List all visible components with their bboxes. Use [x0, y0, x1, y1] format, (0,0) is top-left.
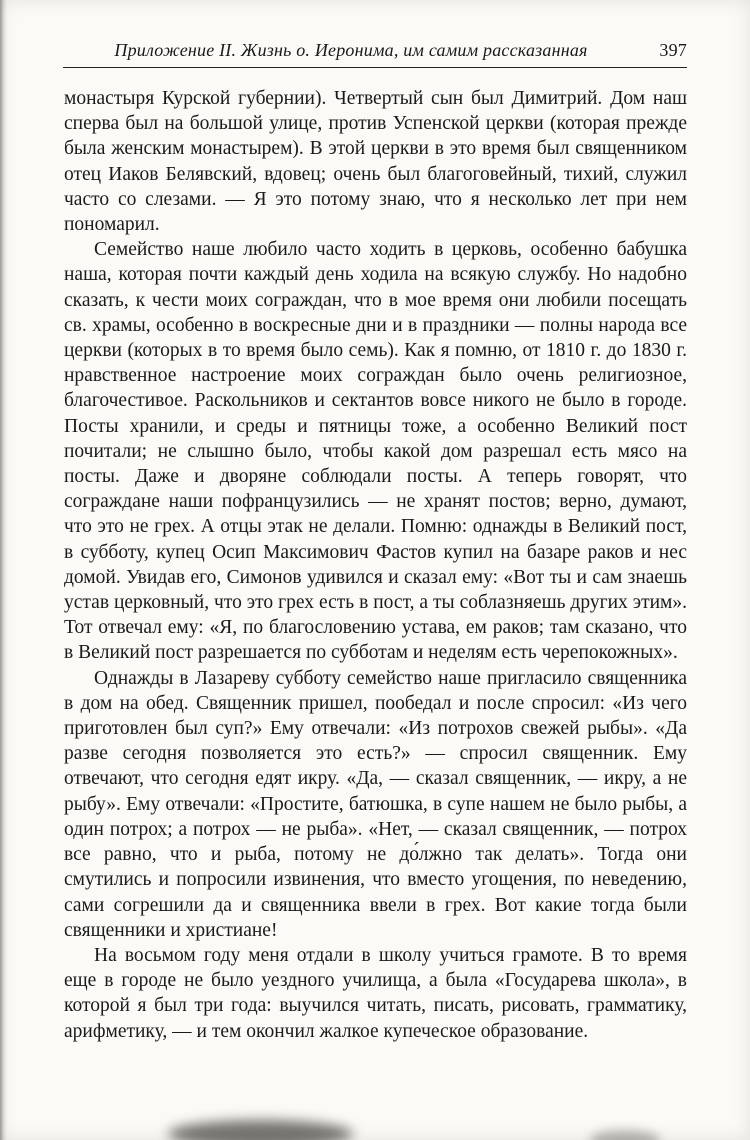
scan-smudge-artifact — [168, 1120, 353, 1140]
paragraph-continuation: монастыря Курской губернии). Четвертый сын был Димитрий. Дом наш сперва был на большой улице, против Успенской церкви (которая прежде была женским монастырем). В этой церкви в это время был священником отец Иаков Белявский, вдовец; очень был благоговейный, тихий, служил часто со слезами. — Я это потому знаю, что я несколько лет при нем пономарил. — [64, 88, 687, 236]
running-header — [63, 40, 687, 68]
paragraph: Семейство наше любило часто ходить в церковь, особенно бабушка наша, которая почти каждый день ходила на всякую службу. Но надобно сказать, к чести моих сограждан, что в мое время они любили посещать св. храмы, особенно в воскресные дни и в праздники — полны народа все церкви (которых в то время было семь). Как я помню, от 1810 г. до 1830 г. нравственное настроение моих сограждан было очень религиозное, благочестивое. Раскольников и сектантов вовсе никого не было в городе. Посты хранили, и среды и пятницы тоже, а особенно Великий пост почитали; не слышно было, чтобы какой дом разрешал есть мясо на посты. Даже и дворяне соблюдали посты. А теперь говорят, что сограждане наши пофранцузились — не хранят постов; верно, думают, что это не грех. А отцы этак не делали. Помню: однажды в Великий пост, в субботу, купец Осип Максимович Фастов купил на базаре раков и нес домой. Увидав его, Симонов удивился и сказал ему: «Вот ты и сам знаешь устав церковный, что это грех есть в пост, а ты соблазняешь других этим». Тот отвечал ему: «Я, по благословению устава, ем раков; там сказано, что в Великий пост разрешается по субботам и неделям есть черепокожных». — [64, 239, 687, 664]
page-body — [64, 86, 687, 1044]
running-header-title: Приложение II. Жизнь о. Иеронима, им самим рассказанная — [114, 40, 588, 60]
page-number: 397 — [659, 40, 687, 60]
scan-smudge-small-artifact — [590, 1130, 660, 1140]
scan-edge-artifact — [0, 0, 7, 1140]
paragraph: Однажды в Лазареву субботу семейство наше пригласило священника в дом на обед. Священник пришел, пообедал и после спросил: «Из чего приготовлен был суп?» Ему отвечали: «Из потрохов свежей рыбы». «Да разве сегодня позволяется это есть?» — спросил священник. Ему отвечают, что сегодня едят икру. «Да, — сказал священник, — икру, а не рыбу». Ему отвечали: «Простите, батюшка, в супе нашем не было рыбы, а один потрох; а потрох — не рыба». «Нет, — сказал священник, — потрох все равно, что и рыба, потому не до́лжно так делать». Тогда они смутились и попросили извинения, что вместо угощения, по неведению, сами согрешили да и священника ввели в грех. Вот какие тогда были священники и христиане! — [64, 667, 687, 941]
paragraph: На восьмом году меня отдали в школу учиться грамоте. В то время еще в городе не было уездного училища, а была «Государева школа», в которой я был три года: выучился читать, писать, рисовать, грамматику, арифметику, — и тем окончил жалкое купеческое образование. — [64, 944, 687, 1042]
